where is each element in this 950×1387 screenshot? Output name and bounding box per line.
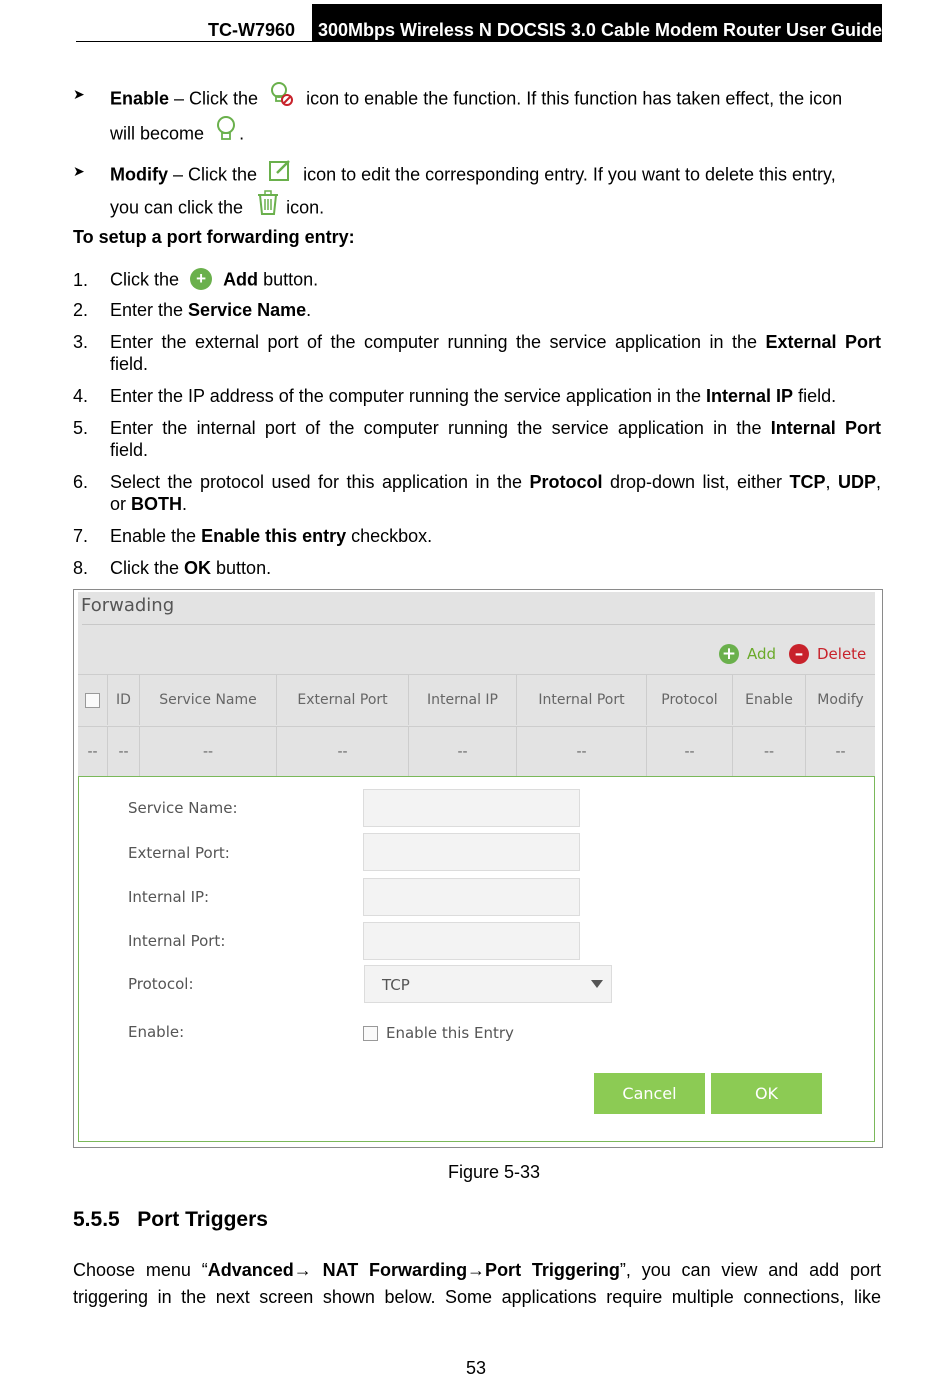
table-cell: -- bbox=[140, 727, 277, 776]
bullet-arrow-icon: ➤ bbox=[73, 86, 85, 102]
enable-label: Enable: bbox=[128, 1023, 185, 1041]
service-name-input[interactable] bbox=[363, 789, 580, 827]
protocol-value: TCP bbox=[382, 976, 410, 994]
enable-dash: – Click the bbox=[169, 88, 259, 109]
paragraph-line-1 bbox=[73, 1259, 881, 1281]
internal-ip-input[interactable] bbox=[363, 878, 580, 916]
step-2 bbox=[73, 299, 311, 321]
internal-port-label: Internal Port: bbox=[128, 932, 226, 950]
modify-line-1 bbox=[110, 158, 836, 193]
step-text: Enable the bbox=[110, 526, 202, 546]
delete-circle-icon: – bbox=[789, 644, 809, 664]
para-bold: → NAT Forwarding→Port Triggering bbox=[293, 1260, 620, 1280]
add-label: Add bbox=[747, 645, 777, 663]
enable-mid: icon to enable the function. If this function has taken effect, the icon bbox=[306, 88, 843, 109]
section-heading bbox=[73, 1208, 268, 1232]
para-bold: Advanced bbox=[207, 1260, 294, 1280]
internal-port-input[interactable] bbox=[363, 922, 580, 960]
step-bold: BOTH bbox=[131, 494, 183, 514]
enable-entry-checkbox[interactable] bbox=[363, 1024, 514, 1042]
column-header: External Port bbox=[277, 675, 409, 725]
step-3 bbox=[110, 331, 881, 353]
step-8 bbox=[73, 557, 271, 579]
forwarding-entry-form bbox=[78, 776, 875, 1142]
figure-caption: Figure 5-33 bbox=[448, 1162, 541, 1182]
column-header: Enable bbox=[733, 675, 806, 725]
select-all-cell bbox=[78, 675, 108, 725]
step-bold: External Port bbox=[765, 332, 881, 352]
table-row bbox=[78, 726, 875, 776]
ok-button[interactable]: OK bbox=[711, 1073, 822, 1114]
step-text: or bbox=[110, 494, 132, 514]
column-header: Protocol bbox=[647, 675, 733, 725]
step-text: drop-down list, either bbox=[602, 472, 790, 492]
step-text: button. bbox=[258, 269, 319, 290]
section-number: 5.5.5 bbox=[73, 1208, 120, 1231]
table-cell: -- bbox=[277, 727, 409, 776]
modify-cont: you can click the bbox=[110, 197, 244, 218]
modify-mid: icon to edit the corresponding entry. If you want to delete this entry, bbox=[303, 164, 836, 185]
setup-heading: To setup a port forwarding entry: bbox=[73, 227, 355, 247]
step-text: Select the protocol used for this application in the bbox=[110, 472, 530, 492]
step-text: button. bbox=[211, 558, 272, 578]
modify-line-2 bbox=[110, 190, 324, 227]
delete-label: Delete bbox=[817, 645, 867, 663]
step-text: Click the bbox=[110, 558, 185, 578]
step-5-number: 5. bbox=[73, 418, 89, 438]
header-rule bbox=[76, 41, 882, 42]
step-text: checkbox. bbox=[346, 526, 433, 546]
step-number: 1. bbox=[73, 269, 89, 290]
bullet-arrow-icon: ➤ bbox=[73, 163, 85, 179]
step-bold: Internal IP bbox=[706, 386, 794, 406]
table-cell: -- bbox=[409, 727, 517, 776]
select-all-checkbox[interactable] bbox=[85, 693, 100, 708]
table-cell: -- bbox=[647, 727, 733, 776]
checkbox-box[interactable] bbox=[363, 1026, 378, 1041]
para-text: ”, you can view and add port bbox=[619, 1260, 881, 1280]
step-3-cont: field. bbox=[110, 354, 149, 374]
step-text: . bbox=[306, 300, 312, 320]
bulb-off-icon bbox=[269, 81, 295, 114]
add-circle-icon: + bbox=[719, 644, 739, 664]
step-number: 2. bbox=[73, 300, 89, 320]
forwarding-screenshot bbox=[73, 589, 883, 1148]
column-header: Modify bbox=[817, 692, 864, 708]
section-title: Port Triggers bbox=[137, 1208, 268, 1231]
table-cell: -- bbox=[733, 727, 806, 776]
step-number: 8. bbox=[73, 558, 89, 578]
header-title: 300Mbps Wireless N DOCSIS 3.0 Cable Modem Router User Guide bbox=[312, 4, 882, 42]
step-bold: Service Name bbox=[188, 300, 307, 320]
step-text: Enter the bbox=[110, 300, 189, 320]
page-number: 53 bbox=[466, 1358, 487, 1378]
column-header: Service Name bbox=[140, 675, 277, 725]
panel-rule bbox=[82, 624, 875, 625]
step-bold: Enable this entry bbox=[201, 526, 347, 546]
step-text: Enter the external port of the computer running the service application in the bbox=[110, 332, 757, 352]
modify-end: icon. bbox=[286, 197, 325, 218]
step-7 bbox=[73, 525, 432, 547]
modify-term: Modify bbox=[110, 164, 168, 185]
para-text: Choose menu “ bbox=[73, 1260, 208, 1280]
service-name-label: Service Name: bbox=[128, 799, 238, 817]
trash-icon bbox=[256, 190, 280, 221]
step-5-cont: field. bbox=[110, 440, 149, 460]
step-number: 7. bbox=[73, 526, 89, 546]
step-text: Click the bbox=[110, 269, 180, 290]
cancel-button[interactable]: Cancel bbox=[594, 1073, 705, 1114]
step-text: Enter the internal port of the computer running the service application in the bbox=[110, 418, 762, 438]
table-cell: -- bbox=[108, 727, 140, 776]
table-cell: -- bbox=[835, 743, 846, 760]
step-5 bbox=[110, 417, 881, 439]
step-text: Enter the IP address of the computer running the service application in the bbox=[110, 386, 707, 406]
step-text: , bbox=[875, 472, 881, 492]
step-text: . bbox=[182, 494, 188, 514]
enable-line-2 bbox=[110, 115, 244, 154]
enable-line-1 bbox=[110, 81, 842, 118]
step-text: field. bbox=[793, 386, 837, 406]
internal-ip-label: Internal IP: bbox=[128, 888, 210, 906]
enable-cont: will become bbox=[110, 123, 205, 144]
forwarding-table-area bbox=[78, 592, 875, 778]
add-button[interactable] bbox=[719, 644, 776, 664]
paragraph-line-2: triggering in the next screen shown below. Some applications require multiple connections, like bbox=[73, 1287, 881, 1307]
delete-button[interactable] bbox=[789, 644, 866, 664]
step-bold: Protocol bbox=[529, 472, 603, 492]
enable-entry-label: Enable this Entry bbox=[386, 1024, 514, 1042]
add-circle-icon: + bbox=[190, 267, 212, 290]
step-bold: TCP bbox=[789, 472, 826, 492]
table-cell: -- bbox=[517, 727, 647, 776]
column-header: Internal Port bbox=[517, 675, 647, 725]
protocol-select[interactable] bbox=[364, 965, 612, 1003]
step-bold: Add bbox=[223, 269, 259, 290]
step-bold: UDP bbox=[837, 472, 876, 492]
step-text: , bbox=[825, 472, 838, 492]
column-header: ID bbox=[108, 675, 140, 725]
step-bold: OK bbox=[184, 558, 212, 578]
chevron-down-icon bbox=[591, 980, 603, 988]
edit-icon bbox=[268, 158, 292, 187]
enable-end: . bbox=[239, 123, 245, 144]
table-cell: -- bbox=[78, 727, 108, 776]
step-6-number: 6. bbox=[73, 472, 89, 492]
step-3-number: 3. bbox=[73, 332, 89, 352]
step-bold: Internal Port bbox=[770, 418, 881, 438]
step-6 bbox=[110, 471, 881, 493]
step-6-cont bbox=[110, 493, 187, 515]
modify-dash: – Click the bbox=[168, 164, 258, 185]
column-header: Internal IP bbox=[409, 675, 517, 725]
panel-title: Forwading bbox=[81, 595, 175, 616]
bulb-on-icon bbox=[215, 115, 237, 148]
header-model: TC-W7960 bbox=[208, 20, 296, 40]
external-port-label: External Port: bbox=[128, 844, 230, 862]
step-1 bbox=[73, 267, 318, 295]
external-port-input[interactable] bbox=[363, 833, 580, 871]
table-header bbox=[78, 674, 875, 725]
step-number: 4. bbox=[73, 386, 89, 406]
step-4 bbox=[73, 385, 836, 407]
protocol-label: Protocol: bbox=[128, 975, 194, 993]
enable-term: Enable bbox=[110, 88, 170, 109]
